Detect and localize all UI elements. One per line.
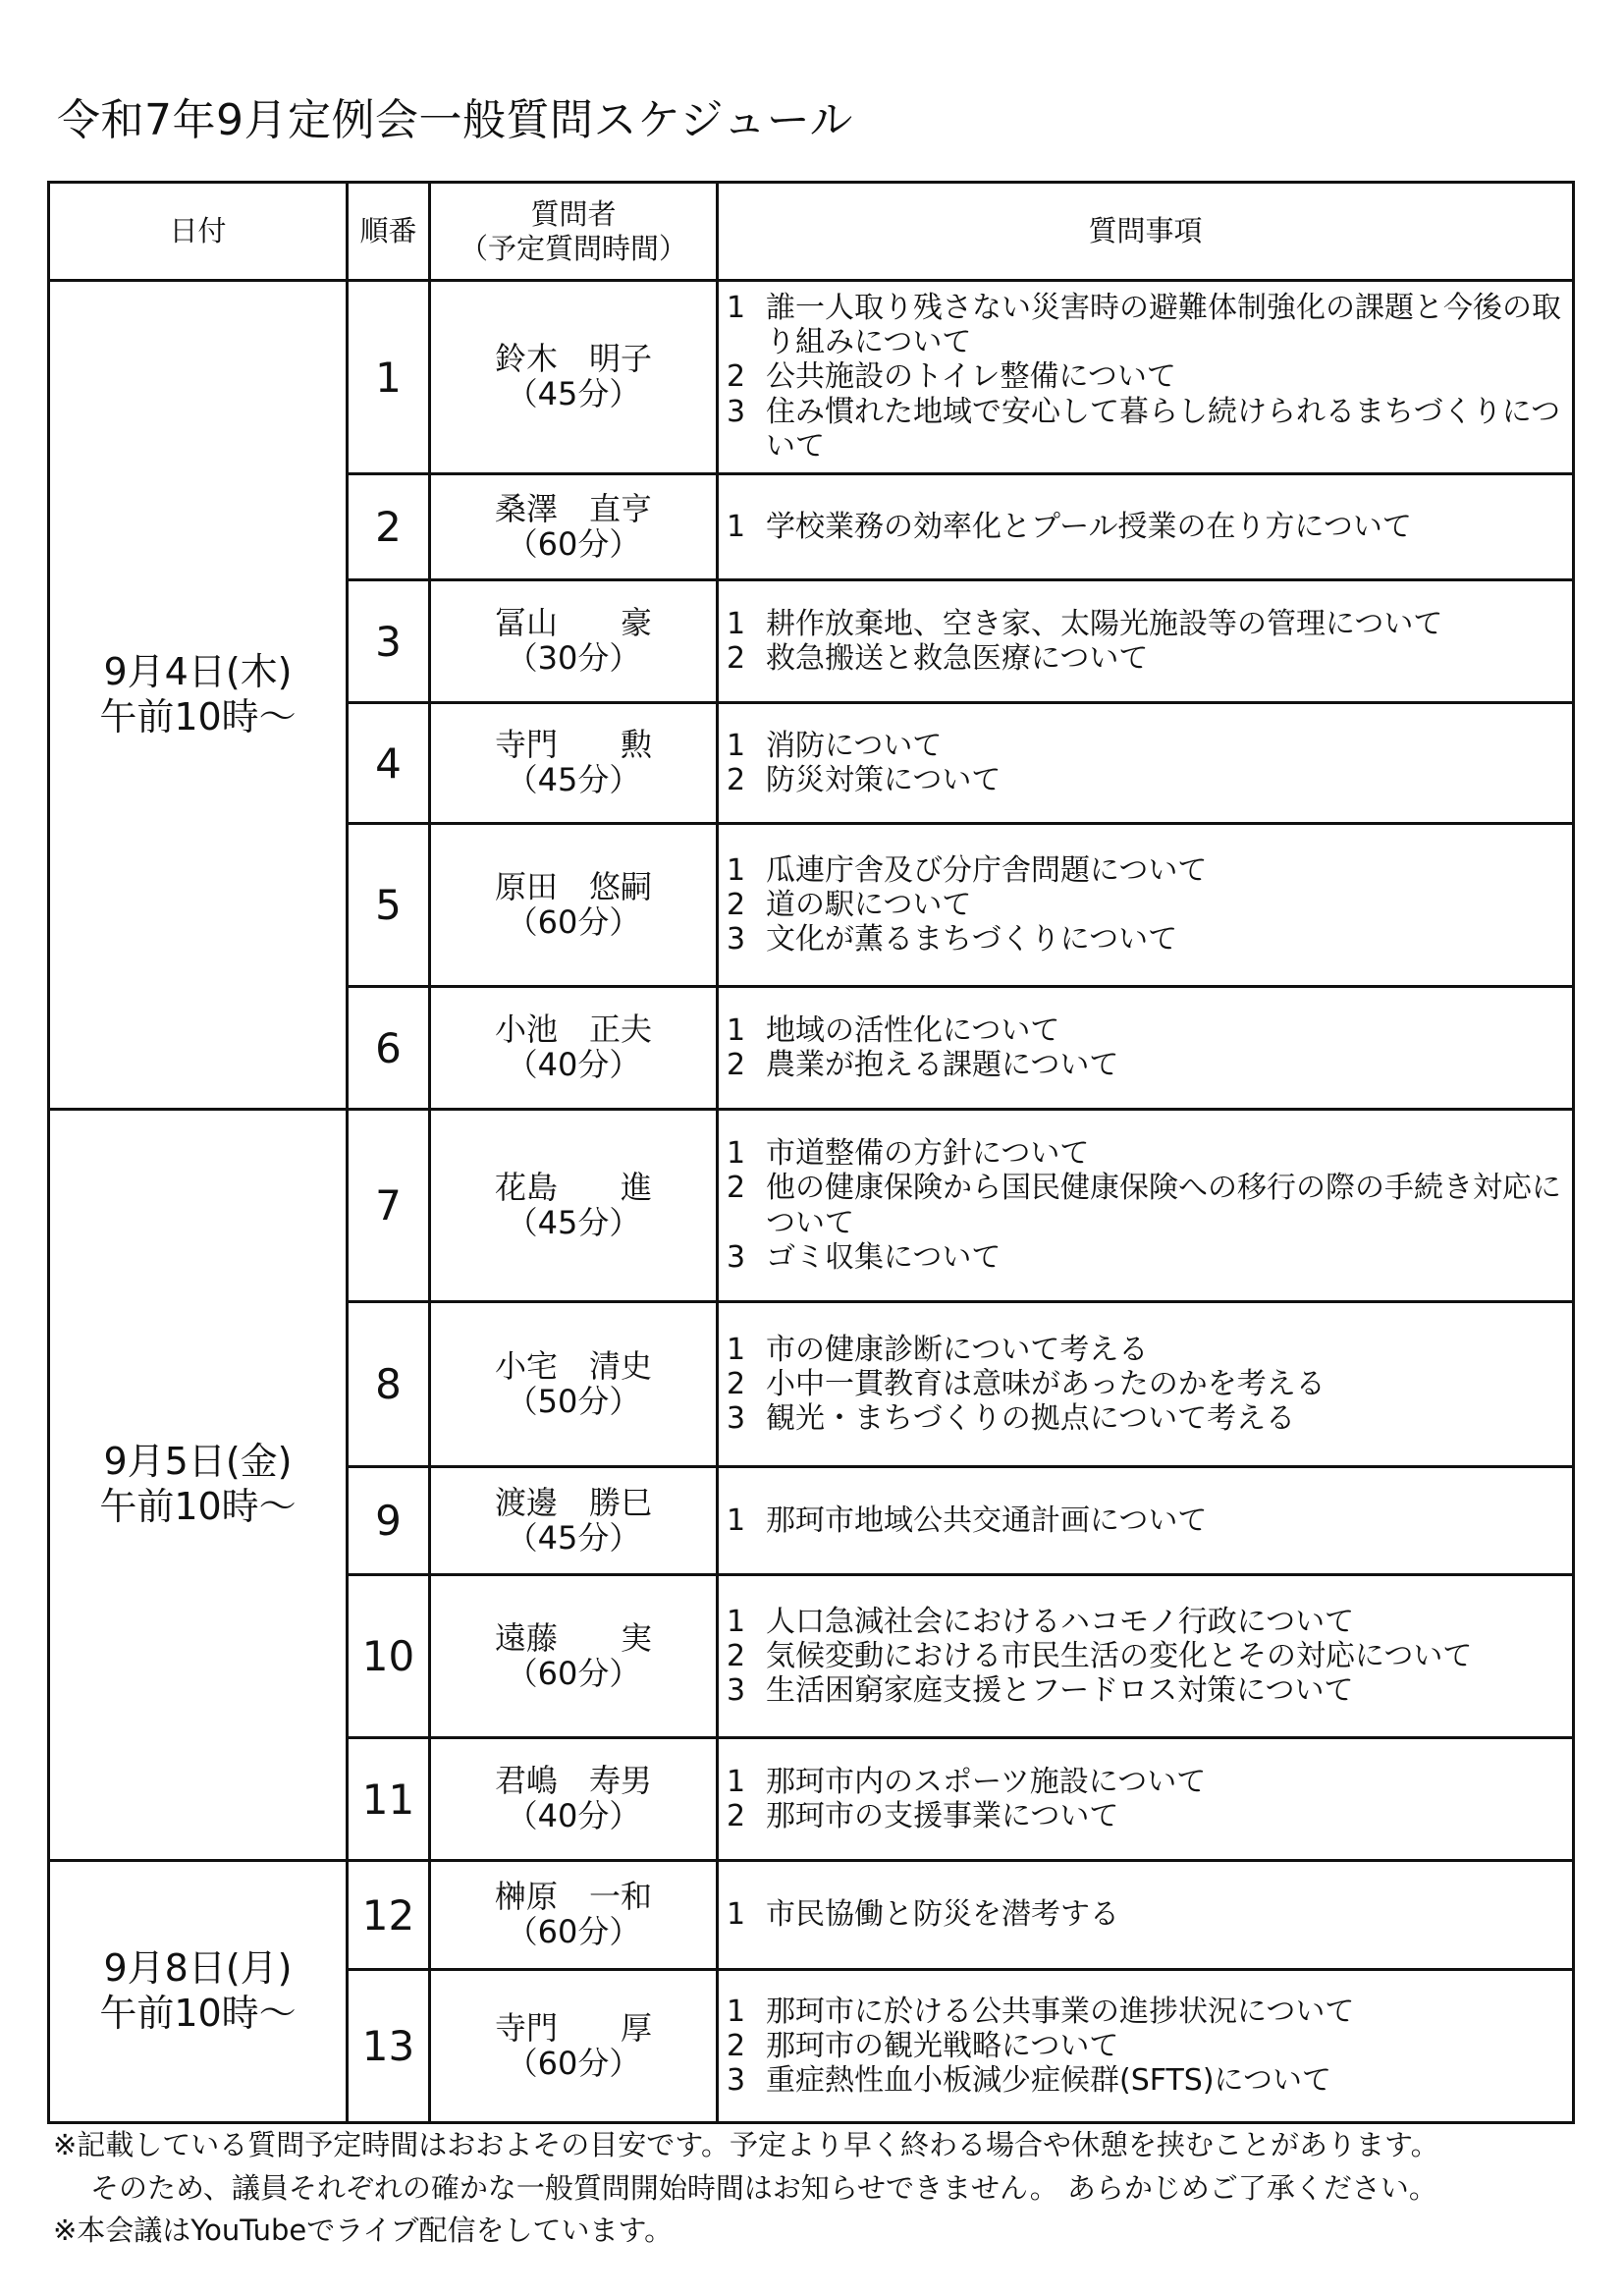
topic-text: ゴミ収集について (766, 1239, 1001, 1275)
topic-item (719, 1673, 1572, 1708)
topic-list (719, 1333, 1572, 1436)
topic-item (719, 1765, 1572, 1799)
topic-list (719, 1765, 1572, 1833)
topics-cell (718, 1110, 1574, 1302)
order-column-header: 順番 (348, 183, 430, 281)
order-number: 9 (348, 1467, 430, 1575)
topic-number: 1 (727, 1897, 746, 1933)
order-number: 13 (348, 1970, 430, 2123)
session-date: 9月8日(月) (103, 1946, 293, 1991)
order-number: 1 (348, 281, 430, 474)
questioner-name: 遠藤 実 (494, 1618, 652, 1657)
topic-text: 市の健康診断について考える (766, 1332, 1149, 1367)
scheduled-duration: （30分） (506, 639, 641, 677)
session-date: 9月5日(金) (103, 1440, 293, 1484)
topic-list (719, 607, 1572, 676)
schedule-row (49, 1110, 1574, 1302)
topic-item (719, 1048, 1572, 1082)
order-number: 7 (348, 1110, 430, 1302)
topic-text: 生活困窮家庭支援とフードロス対策について (766, 1673, 1354, 1709)
topic-text: 観光・まちづくりの拠点について考える (766, 1401, 1296, 1437)
questioner-cell (430, 281, 718, 474)
schedule-row (49, 281, 1574, 474)
topic-item (719, 510, 1572, 544)
topic-number: 3 (727, 1673, 746, 1709)
topic-list (719, 1605, 1572, 1708)
order-number: 12 (348, 1861, 430, 1970)
topic-text: 道の駅について (766, 887, 972, 922)
order-number: 10 (348, 1575, 430, 1738)
topics-cell (718, 1467, 1574, 1575)
topic-item (719, 1401, 1572, 1436)
topic-text: 公共施設のトイレ整備について (766, 359, 1176, 395)
questioner-name: 渡邊 勝巳 (494, 1483, 652, 1521)
scheduled-duration: （50分） (506, 1382, 641, 1420)
topic-text: 誰一人取り残さない災害時の避難体制強化の課題と今後の取り組みについて (766, 291, 1561, 360)
session-start-time: 午前10時～ (99, 1485, 297, 1528)
topic-item (719, 1897, 1572, 1932)
scheduled-duration: （60分） (506, 1913, 641, 1950)
topic-text: 那珂市に於ける公共事業の進捗状況について (766, 1994, 1355, 2029)
schedule-body (49, 281, 1574, 2123)
topic-item (719, 2063, 1572, 2098)
topic-list (719, 291, 1572, 463)
page-title: 令和7年9月定例会一般質問スケジュール (57, 95, 853, 145)
topic-item (719, 2029, 1572, 2063)
scheduled-duration: （60分） (506, 1654, 641, 1692)
questioner-cell (430, 1110, 718, 1302)
questioner-name: 榊原 一和 (494, 1878, 652, 1916)
topic-number: 3 (727, 2063, 746, 2099)
date-cell (49, 1110, 348, 1861)
order-number: 11 (348, 1738, 430, 1861)
topic-number: 1 (727, 1764, 746, 1799)
topic-list (719, 853, 1572, 957)
scheduled-duration: （45分） (506, 1518, 641, 1557)
questioner-name: 小池 正夫 (494, 1011, 652, 1049)
topic-item (719, 853, 1572, 888)
footnote-start-time: そのため、議員それぞれの確かな一般質問開始時間はお知らせできません。 あらかじめご了承ください。 (90, 2170, 1437, 2205)
scheduled-duration: （45分） (506, 761, 641, 798)
topic-item (719, 641, 1572, 676)
session-start-time: 午前10時～ (99, 1992, 297, 2035)
topic-text: 耕作放棄地、空き家、太陽光施設等の管理について (766, 606, 1443, 641)
topic-item (719, 922, 1572, 957)
topic-list (719, 1013, 1572, 1082)
topic-item (719, 359, 1572, 394)
topic-list (719, 1136, 1572, 1274)
topic-text: 地域の活性化について (766, 1012, 1060, 1048)
topics-cell (718, 1861, 1574, 1970)
questioner-header-label: 質問者 (530, 197, 617, 232)
topic-item (719, 888, 1572, 922)
schedule-row (49, 1861, 1574, 1970)
questioner-cell (430, 1738, 718, 1861)
scheduled-duration: （40分） (506, 1797, 641, 1834)
topic-list (719, 510, 1572, 544)
topic-text: 那珂市の観光戦略について (766, 2028, 1119, 2063)
topic-item (719, 1995, 1572, 2029)
topics-cell (718, 1970, 1574, 2123)
topics-cell (718, 1738, 1574, 1861)
topic-item (719, 1240, 1572, 1275)
topics-cell (718, 1302, 1574, 1467)
questioner-cell (430, 1467, 718, 1575)
topic-number: 1 (727, 606, 746, 641)
date-cell (49, 1861, 348, 2123)
scheduled-duration: （60分） (506, 2044, 641, 2082)
questioner-name: 桑澤 直亨 (494, 489, 652, 527)
questioner-cell (430, 474, 718, 580)
topics-cell (718, 580, 1574, 703)
questioner-cell (430, 703, 718, 824)
questioner-name: 冨山 豪 (494, 604, 652, 642)
topic-text: 救急搬送と救急医療について (766, 641, 1149, 676)
topic-text: 那珂市の支援事業について (766, 1799, 1119, 1833)
scheduled-duration: （45分） (506, 375, 641, 412)
questioner-name: 寺門 勲 (494, 726, 652, 764)
topic-item (719, 1333, 1572, 1367)
order-number: 4 (348, 703, 430, 824)
questioner-column-header (430, 183, 718, 281)
topic-item (719, 1367, 1572, 1401)
order-number: 2 (348, 474, 430, 580)
footnotes (53, 2124, 1585, 2253)
topic-item (719, 1639, 1572, 1673)
schedule-table (47, 181, 1575, 2124)
footnote-time-estimate: ※記載している質問予定時間はおおよその目安です。予定より早く終わる場合や休憩を挟むことがあります。 (53, 2128, 1439, 2161)
questioner-name: 原田 悠嗣 (494, 867, 652, 905)
topic-number: 2 (727, 1171, 746, 1206)
topic-text: 那珂市内のスポーツ施設について (766, 1764, 1207, 1799)
topic-text: 市道整備の方針について (766, 1136, 1090, 1172)
footnote-youtube: ※本会議はYouTubeでライブ配信をしています。 (53, 2214, 674, 2247)
topic-number: 2 (727, 763, 746, 797)
scheduled-duration: （60分） (506, 902, 641, 941)
questioner-header-sublabel: （予定質問時間） (459, 231, 687, 265)
topic-number: 3 (727, 1239, 746, 1275)
topic-number: 2 (727, 359, 746, 395)
session-start-time: 午前10時～ (99, 694, 297, 738)
topic-item (719, 1136, 1572, 1171)
topic-number: 1 (727, 291, 746, 326)
topic-text: 重症熱性血小板減少症候群(SFTS)について (766, 2063, 1331, 2099)
topic-text: 小中一貫教育は意味があったのかを考える (766, 1366, 1326, 1401)
questioner-cell (430, 1861, 718, 1970)
topic-number: 3 (727, 394, 746, 429)
topic-text: 市民協働と防災を潜考する (766, 1897, 1119, 1933)
topic-item (719, 291, 1572, 359)
topics-cell (718, 281, 1574, 474)
topic-text: 学校業務の効率化とプール授業の在り方について (766, 509, 1412, 544)
topic-text: 瓜連庁舎及び分庁舎問題について (766, 852, 1208, 888)
questioner-cell (430, 580, 718, 703)
topic-number: 2 (727, 887, 746, 922)
topics-cell (718, 703, 1574, 824)
topic-number: 2 (727, 1048, 746, 1082)
topic-number: 1 (727, 1136, 746, 1172)
topic-number: 1 (727, 1604, 746, 1639)
topic-item (719, 1605, 1572, 1639)
questioner-name: 鈴木 明子 (494, 340, 652, 378)
order-number: 5 (348, 824, 430, 987)
order-number: 6 (348, 987, 430, 1110)
questioner-cell (430, 987, 718, 1110)
date-column-header: 日付 (49, 183, 348, 281)
topic-number: 1 (727, 1503, 746, 1538)
topic-text: 防災対策について (766, 763, 1001, 797)
topic-list (719, 1995, 1572, 2098)
topics-cell (718, 824, 1574, 987)
topic-number: 3 (727, 1401, 746, 1437)
topic-text: 住み慣れた地域で安心して暮らし続けられるまちづくりについて (766, 394, 1561, 464)
topic-text: 気候変動における市民生活の変化とその対応について (766, 1638, 1473, 1673)
scheduled-duration: （45分） (506, 1203, 641, 1241)
topics-column-header: 質問事項 (718, 183, 1574, 281)
topic-item (719, 1799, 1572, 1833)
topic-number: 1 (727, 1994, 746, 2029)
topic-list (719, 1897, 1572, 1932)
topic-number: 2 (727, 2028, 746, 2063)
topics-cell (718, 1575, 1574, 1738)
date-cell (49, 281, 348, 1110)
topic-list (719, 729, 1572, 797)
topic-text: 人口急減社会におけるハコモノ行政について (766, 1604, 1355, 1639)
topic-number: 2 (727, 641, 746, 676)
scheduled-duration: （40分） (506, 1046, 641, 1083)
topic-number: 3 (727, 922, 746, 957)
topic-number: 1 (727, 1012, 746, 1048)
topic-text: 那珂市地域公共交通計画について (766, 1503, 1208, 1538)
topics-cell (718, 987, 1574, 1110)
topic-number: 1 (727, 509, 746, 544)
questioner-cell (430, 1970, 718, 2123)
topic-text: 消防について (766, 728, 943, 763)
order-number: 3 (348, 580, 430, 703)
topic-number: 2 (727, 1799, 746, 1833)
topic-item (719, 729, 1572, 763)
topic-item (719, 763, 1572, 797)
topic-number: 2 (727, 1366, 746, 1401)
order-number: 8 (348, 1302, 430, 1467)
topic-text: 文化が薫るまちづくりについて (766, 922, 1178, 957)
topic-text: 他の健康保険から国民健康保険への移行の際の手続き対応について (766, 1171, 1561, 1240)
topic-number: 2 (727, 1638, 746, 1673)
topic-number: 1 (727, 728, 746, 763)
topic-number: 1 (727, 1332, 746, 1367)
topics-cell (718, 474, 1574, 580)
topic-number: 1 (727, 852, 746, 888)
header-row (49, 183, 1574, 281)
topic-list (719, 1503, 1572, 1538)
questioner-cell (430, 824, 718, 987)
questioner-name: 君嶋 寿男 (494, 1762, 652, 1800)
topic-text: 農業が抱える課題について (766, 1048, 1119, 1082)
session-date: 9月4日(木) (103, 649, 293, 693)
topic-item (719, 395, 1572, 464)
questioner-name: 小宅 清史 (494, 1346, 652, 1385)
scheduled-duration: （60分） (506, 524, 641, 563)
topic-item (719, 1013, 1572, 1048)
questioner-name: 花島 進 (494, 1168, 652, 1206)
questioner-cell (430, 1302, 718, 1467)
questioner-cell (430, 1575, 718, 1738)
questioner-name: 寺門 厚 (494, 2008, 652, 2047)
topic-item (719, 1171, 1572, 1239)
topic-item (719, 1503, 1572, 1538)
topic-item (719, 607, 1572, 641)
